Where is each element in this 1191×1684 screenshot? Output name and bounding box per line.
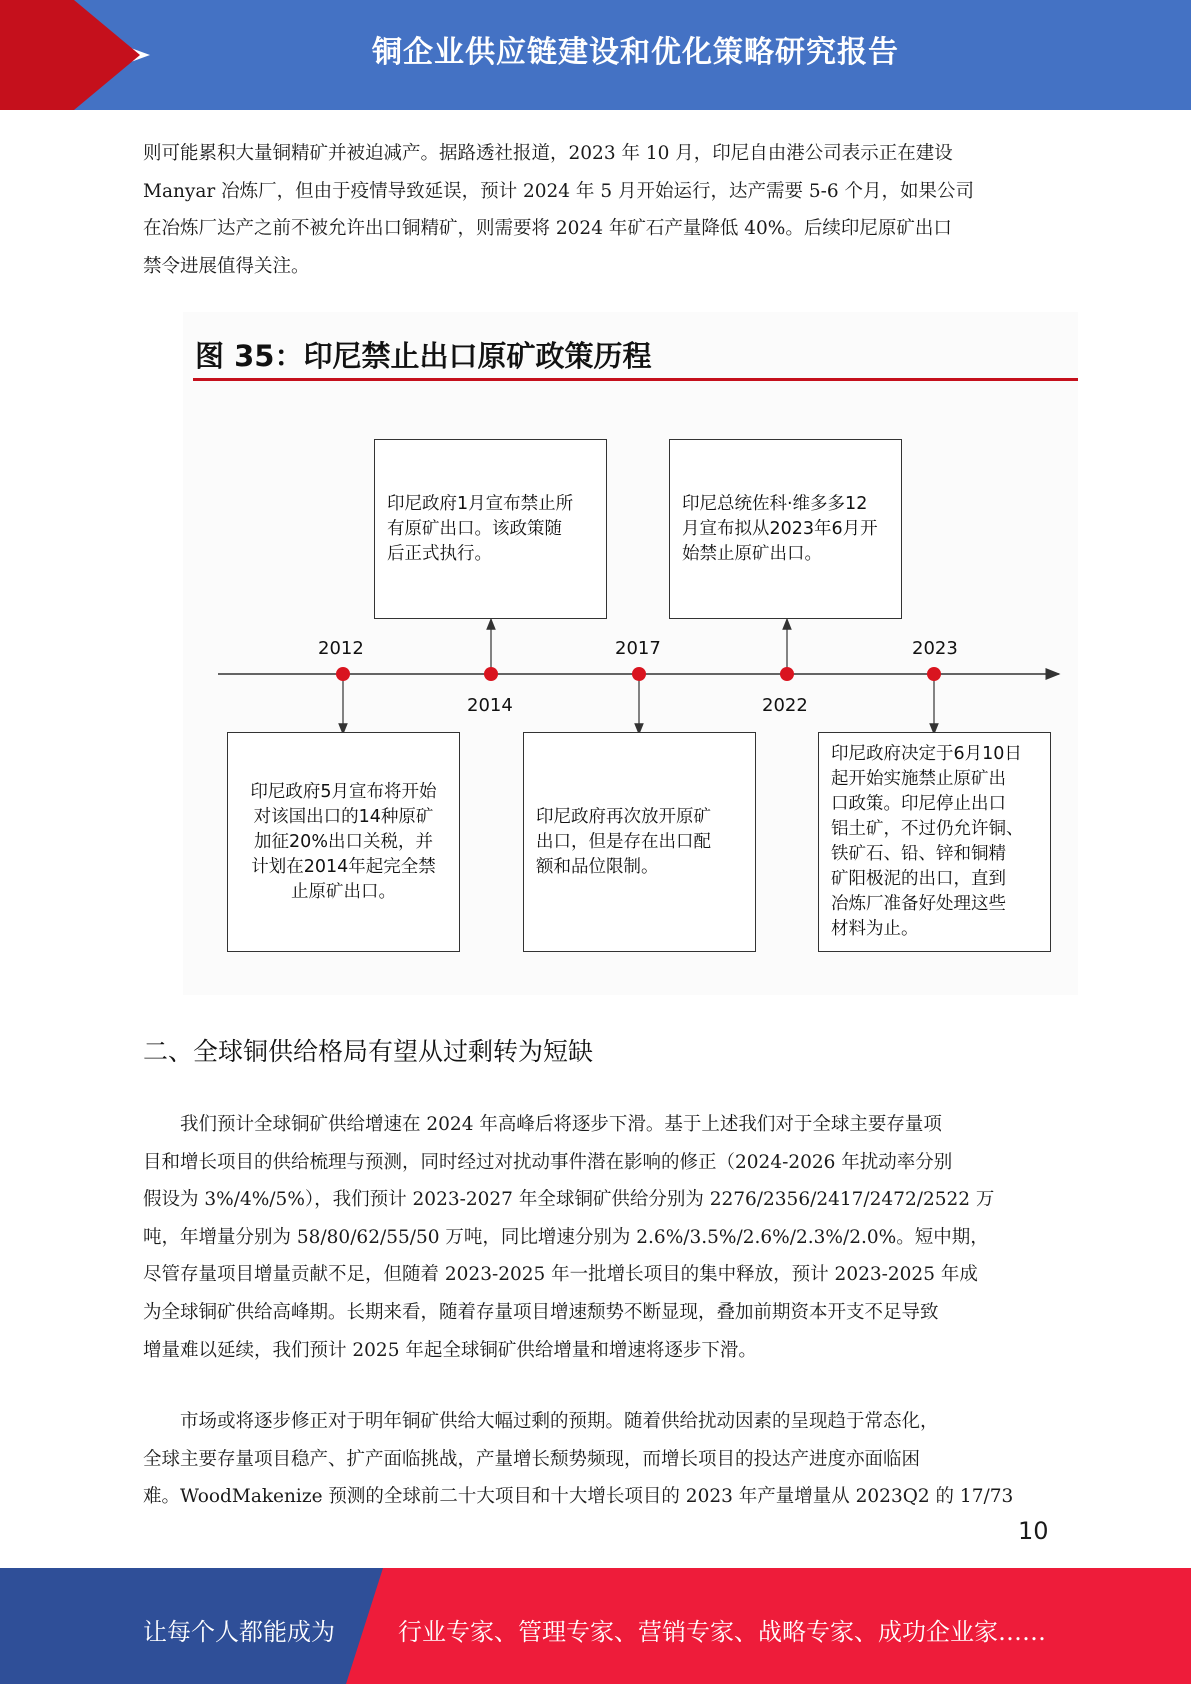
event-line: 月宣布拟从2023年6月开 — [682, 518, 878, 539]
event-line: 材料为止。 — [831, 919, 919, 939]
event-line: 有原矿出口。该政策随 — [387, 518, 562, 539]
event-line: 计划在2014年起完全禁 — [251, 856, 436, 877]
report-title: 铜企业供应链建设和优化策略研究报告 — [372, 35, 899, 70]
intro-line: Manyar 冶炼厂，但由于疫情导致延误，预计 2024 年 5 月开始运行，达产需要 5-6 个月，如果公司 — [143, 180, 975, 202]
intro-line: 则可能累积大量铜精矿并被迫减产。据路透社报道，2023 年 10 月，印尼自由港公司表示正在建设 — [143, 143, 953, 164]
event-line: 印尼政府再次放开原矿 — [536, 806, 711, 827]
section-heading: 二、全球铜供给格局有望从过剩转为短缺 — [143, 1037, 594, 1066]
year-label-2014: 2014 — [467, 695, 513, 716]
event-line: 印尼总统佐科·维多多12 — [682, 493, 868, 514]
para-line: 吨，年增量分别为 58/80/62/55/50 万吨，同比增速分别为 2.6%/3.5%/2.6%/2.3%/2.0%。短中期， — [143, 1226, 989, 1248]
event-line: 铝土矿，不过仍允许铜、 — [831, 819, 1024, 839]
event-line: 矿阳极泥的出口，直到 — [831, 869, 1006, 889]
event-line: 止原矿出口。 — [291, 881, 396, 902]
intro-line: 在冶炼厂达产之前不被允许出口铜精矿，则需要将 2024 年矿石产量降低 40%。后续印尼原矿出口 — [143, 218, 952, 240]
paragraph-supply-forecast — [143, 1106, 1043, 1369]
event-box-2017 — [523, 732, 756, 952]
paragraph-market-correction — [143, 1403, 1043, 1516]
timeline-figure — [183, 312, 1078, 995]
para-line: 为全球铜矿供给高峰期。长期来看，随着存量项目增速颓势不断显现，叠加前期资本开支不足导致 — [143, 1301, 939, 1323]
timeline-dot-2012 — [336, 667, 350, 681]
timeline-dot-2022 — [780, 667, 794, 681]
event-line: 起开始实施禁止原矿出 — [831, 769, 1006, 789]
event-line: 印尼政府1月宣布禁止所 — [387, 493, 574, 514]
para-line: 假设为 3%/4%/5%），我们预计 2023-2027 年全球铜矿供给分别为 2276/2356/2417/2472/2522 万 — [143, 1189, 995, 1211]
event-line: 冶炼厂准备好处理这些 — [831, 894, 1006, 914]
event-line: 始禁止原矿出口。 — [682, 543, 822, 564]
page-number: 10 — [1018, 1517, 1049, 1545]
event-line: 对该国出口的14种原矿 — [253, 806, 434, 827]
para-line: 尽管存量项目增量贡献不足，但随着 2023-2025 年一批增长项目的集中释放，预计 2023-2025 年成 — [143, 1264, 978, 1286]
event-box-2012 — [227, 732, 460, 952]
timeline-dot-2017 — [632, 667, 646, 681]
year-label-2012: 2012 — [318, 638, 364, 659]
event-line: 出口，但是存在出口配 — [536, 831, 711, 852]
para-line: 目和增长项目的供给梳理与预测，同时经过对扰动事件潜在影响的修正（2024-2026 年扰动率分别 — [143, 1151, 953, 1173]
intro-paragraph — [143, 135, 1043, 285]
footer-slogan-left: 让每个人都能成为 — [143, 1618, 335, 1646]
event-line: 铁矿石、铅、锌和铜精 — [831, 844, 1006, 864]
year-label-2017: 2017 — [615, 638, 661, 659]
footer-slogan-right: 行业专家、管理专家、营销专家、战略专家、成功企业家…… — [398, 1618, 1046, 1646]
para-line: 市场或将逐步修正对于明年铜矿供给大幅过剩的预期。随着供给扰动因素的呈现趋于常态化， — [180, 1411, 939, 1432]
event-line: 印尼政府决定于6月10日 — [831, 744, 1022, 764]
event-box-2014 — [374, 439, 607, 619]
year-label-2023: 2023 — [912, 638, 958, 659]
event-box-2022 — [669, 439, 902, 619]
para-line: 全球主要存量项目稳产、扩产面临挑战，产量增长颓势频现，而增长项目的投达产进度亦面临困 — [143, 1448, 921, 1470]
year-label-2022: 2022 — [762, 695, 808, 716]
event-line: 后正式执行。 — [387, 543, 492, 564]
para-line: 我们预计全球铜矿供给增速在 2024 年高峰后将逐步下滑。基于上述我们对于全球主要存量项 — [180, 1114, 942, 1135]
event-line: 口政策。印尼停止出口 — [831, 794, 1006, 814]
intro-line: 禁令进展值得关注。 — [143, 255, 310, 277]
para-line: 难。WoodMakenize 预测的全球前二十大项目和十大增长项目的 2023 年产量增量从 2023Q2 的 17/73 — [143, 1486, 1014, 1508]
figure-title: 图 35：印尼禁止出口原矿政策历程 — [195, 339, 652, 373]
event-line: 额和品位限制。 — [536, 856, 659, 877]
event-line: 加征20%出口关税，并 — [254, 831, 433, 852]
timeline-dot-2014 — [484, 667, 498, 681]
timeline-dot-2023 — [927, 667, 941, 681]
para-line: 增量难以延续，我们预计 2025 年起全球铜矿供给增量和增速将逐步下滑。 — [143, 1339, 757, 1361]
event-box-2023 — [818, 732, 1051, 952]
event-line: 印尼政府5月宣布将开始 — [250, 781, 437, 802]
